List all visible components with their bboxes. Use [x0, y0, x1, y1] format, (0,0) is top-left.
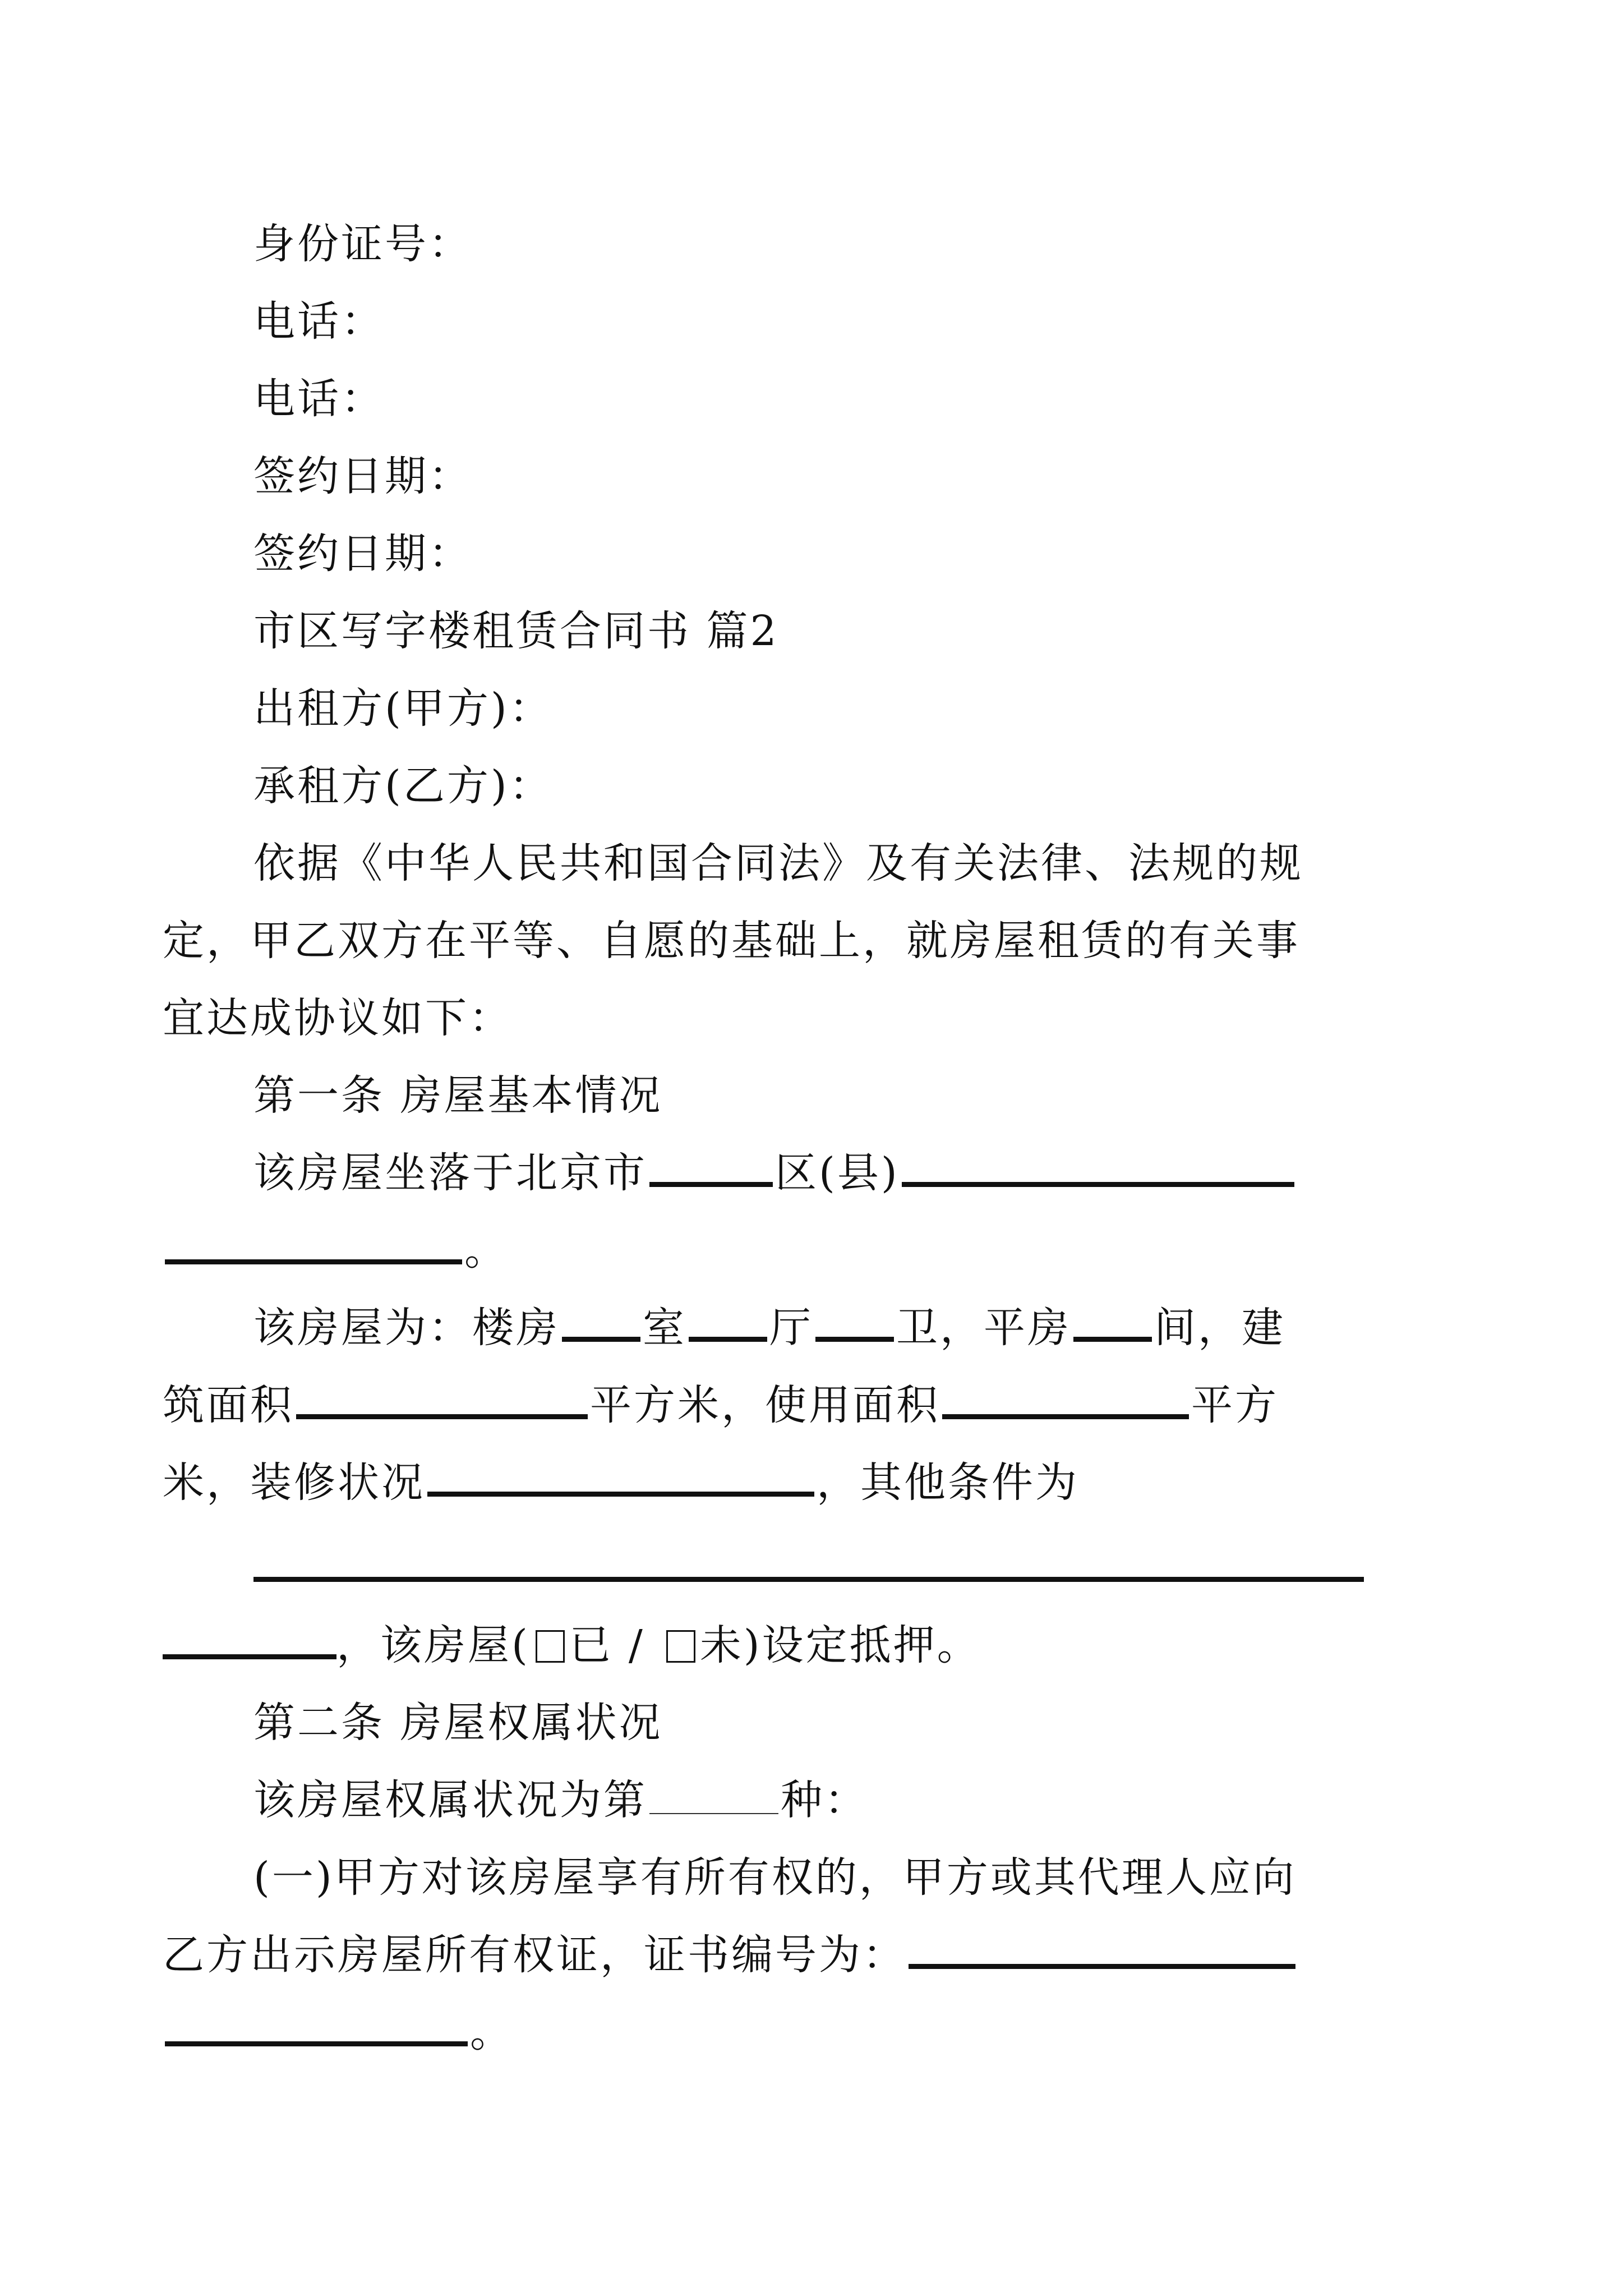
hall-label: 厅: [769, 1304, 813, 1352]
paragraph-line: (一)甲方对该房屋享有所有权的，甲方或其代理人应向: [253, 1853, 1297, 1902]
sqm-use-label: 平方米，使用面积: [590, 1381, 940, 1429]
sign-date-label: 签约日期：: [253, 530, 472, 578]
ownership-type-blank[interactable]: [649, 1782, 778, 1814]
certificate-number-blank[interactable]: [909, 1932, 1295, 1969]
certificate-line: [163, 1924, 1393, 1986]
certificate-line-cont: [163, 2001, 1393, 2063]
ownership-suffix: 种：: [781, 1776, 868, 1824]
contract-title: 市区写字楼租赁合同书 篇2: [253, 607, 779, 655]
mortgage-line: [163, 1614, 1393, 1676]
decor-label: 米，装修状况: [163, 1458, 425, 1507]
address-blank[interactable]: [902, 1151, 1294, 1187]
house-prefix: 该房屋为：楼房: [253, 1304, 560, 1352]
other-conditions-blank-cont[interactable]: [163, 1623, 336, 1659]
certificate-number-blank-cont[interactable]: [165, 2010, 468, 2046]
district-blank[interactable]: [649, 1151, 773, 1187]
lessor-label: 出租方(甲方)：: [253, 684, 553, 733]
paragraph-line: 依据《中华人民共和国合同法》及有关法律、法规的规: [253, 839, 1303, 887]
district-label: 区(县): [775, 1149, 900, 1197]
certificate-label: 乙方出示房屋所有权证，证书编号为：: [163, 1931, 906, 1979]
location-line-cont: [163, 1220, 1393, 1281]
hall-count-blank[interactable]: [689, 1305, 767, 1342]
area-label: 筑面积: [163, 1381, 294, 1429]
sign-date-label: 签约日期：: [253, 452, 472, 500]
location-prefix: 该房屋坐落于北京市: [253, 1149, 647, 1197]
decoration-blank[interactable]: [427, 1460, 814, 1497]
building-area-blank[interactable]: [296, 1383, 588, 1419]
certificate-end: 。: [470, 2008, 514, 2056]
mortgage-slash: /: [628, 1621, 645, 1669]
house-line-2: [163, 1374, 1393, 1436]
paragraph-line: 定，甲乙双方在平等、自愿的基础上，就房屋租赁的有关事: [163, 917, 1300, 965]
article-heading: 第二条 房屋权属状况: [253, 1699, 663, 1747]
room-count-blank[interactable]: [562, 1305, 640, 1342]
ownership-status-line: [253, 1769, 1393, 1831]
house-line-1: [253, 1297, 1393, 1359]
unit-label: 间，建: [1154, 1304, 1285, 1352]
phone-label: 电话：: [253, 375, 385, 423]
mortgage-no-checkbox[interactable]: [666, 1630, 695, 1663]
article-heading: 第一条 房屋基本情况: [253, 1071, 663, 1120]
house-line-3: [163, 1452, 1393, 1513]
bath-count-blank[interactable]: [815, 1305, 894, 1342]
ownership-prefix: 该房屋权属状况为第: [253, 1776, 647, 1824]
other-label: ，其他条件为: [817, 1458, 1079, 1507]
sqm-end-label: 平方: [1191, 1381, 1279, 1429]
usable-area-blank[interactable]: [942, 1383, 1189, 1419]
mortgage-no-label: 未)设定抵押。: [699, 1621, 981, 1669]
other-conditions-line: [253, 1537, 1393, 1599]
location-end: 。: [464, 1226, 508, 1274]
paragraph-line: 宜达成协议如下：: [163, 994, 513, 1042]
other-conditions-blank[interactable]: [253, 1545, 1364, 1582]
location-line: [253, 1142, 1393, 1204]
mortgage-lead: ，该房屋(: [336, 1621, 530, 1669]
mortgage-yes-checkbox[interactable]: [536, 1630, 565, 1663]
address-blank-cont[interactable]: [165, 1228, 462, 1264]
lessee-label: 承租方(乙方)：: [253, 762, 553, 810]
bungalow-count-blank[interactable]: [1073, 1305, 1152, 1342]
phone-label: 电话：: [253, 297, 385, 346]
room-label: 室: [643, 1304, 686, 1352]
id-number-label: 身份证号：: [253, 220, 472, 268]
mortgage-yes-label: 已: [569, 1621, 613, 1669]
bath-label: 卫，平房: [896, 1304, 1071, 1352]
